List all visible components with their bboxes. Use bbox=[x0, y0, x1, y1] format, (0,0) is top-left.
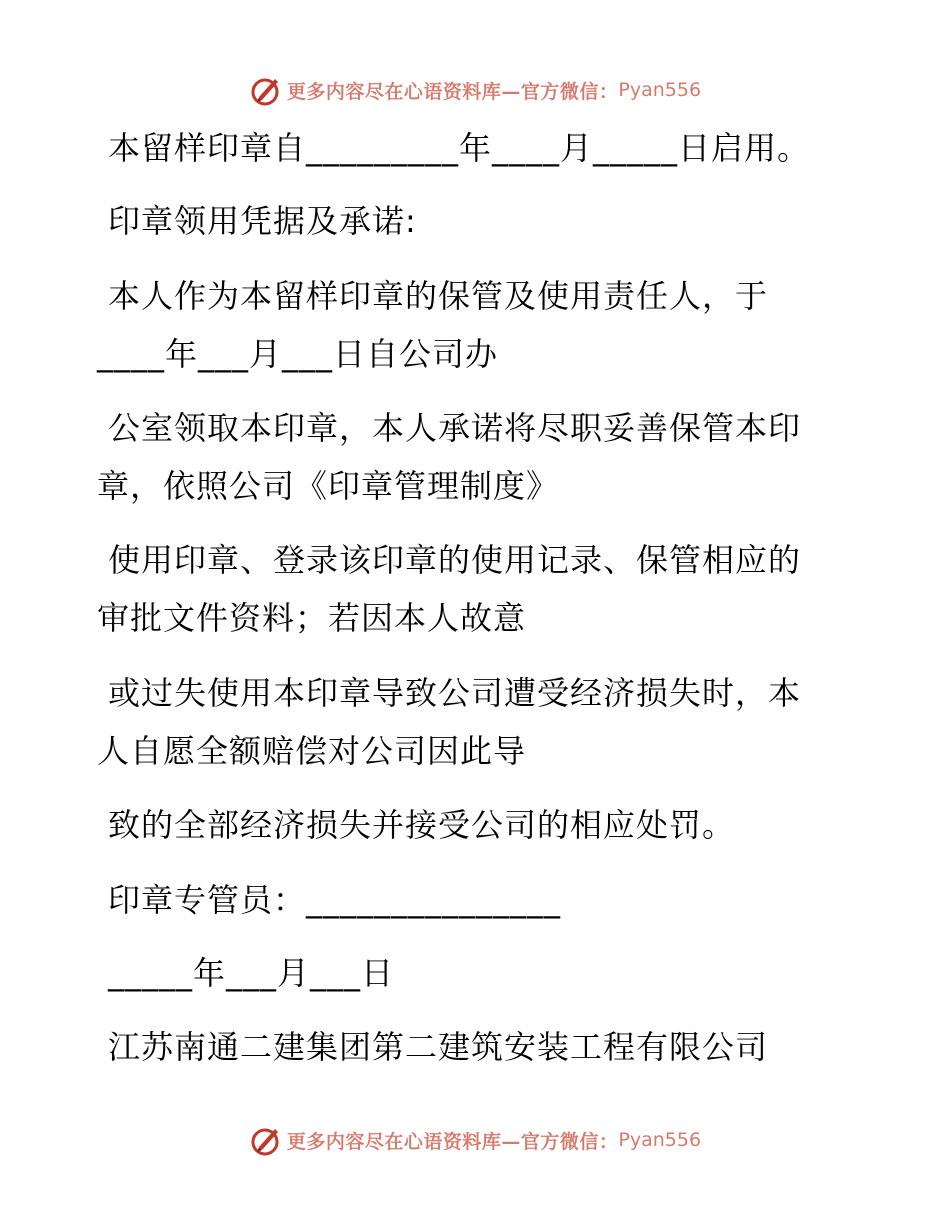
text-line: 使用印章、登录该印章的使用记录、保管相应的 bbox=[108, 541, 802, 579]
date-line: _____年___月___日 bbox=[108, 954, 395, 992]
watermark-header bbox=[0, 70, 950, 110]
watermark-footer bbox=[0, 1120, 950, 1160]
text-line: 公室领取本印章，本人承诺将尽职妥善保管本印 bbox=[108, 409, 802, 447]
text-line: 审批文件资料；若因本人故意 bbox=[97, 599, 527, 637]
watermark-wechat-id: Pyan556 bbox=[618, 79, 702, 101]
text-line: 印章领用凭据及承诺: bbox=[108, 202, 417, 240]
signature-line: 印章专管员：_______________ bbox=[108, 881, 562, 919]
quill-logo-icon bbox=[249, 73, 283, 107]
text-line: 章，依照公司《印章管理制度》 bbox=[97, 467, 560, 505]
watermark-text: 更多内容尽在心语资料库—官方微信： bbox=[286, 1130, 619, 1153]
watermark-text: 更多内容尽在心语资料库—官方微信： bbox=[286, 80, 619, 103]
quill-logo-icon bbox=[249, 1123, 283, 1157]
text-line: ____年___月___日自公司办 bbox=[97, 335, 499, 373]
text-line: 致的全部经济损失并接受公司的相应处罚。 bbox=[108, 806, 736, 844]
company-name: 江苏南通二建集团第二建筑安装工程有限公司 bbox=[108, 1028, 769, 1066]
text-line: 人自愿全额赔偿对公司因此导 bbox=[97, 732, 527, 770]
watermark-wechat-id: Pyan556 bbox=[618, 1129, 702, 1151]
text-line: 或过失使用本印章导致公司遭受经济损失时，本 bbox=[108, 674, 802, 712]
text-line: 本人作为本留样印章的保管及使用责任人，于 bbox=[108, 277, 769, 315]
text-line: 本留样印章自_________年____月_____日启用。 bbox=[108, 129, 811, 167]
